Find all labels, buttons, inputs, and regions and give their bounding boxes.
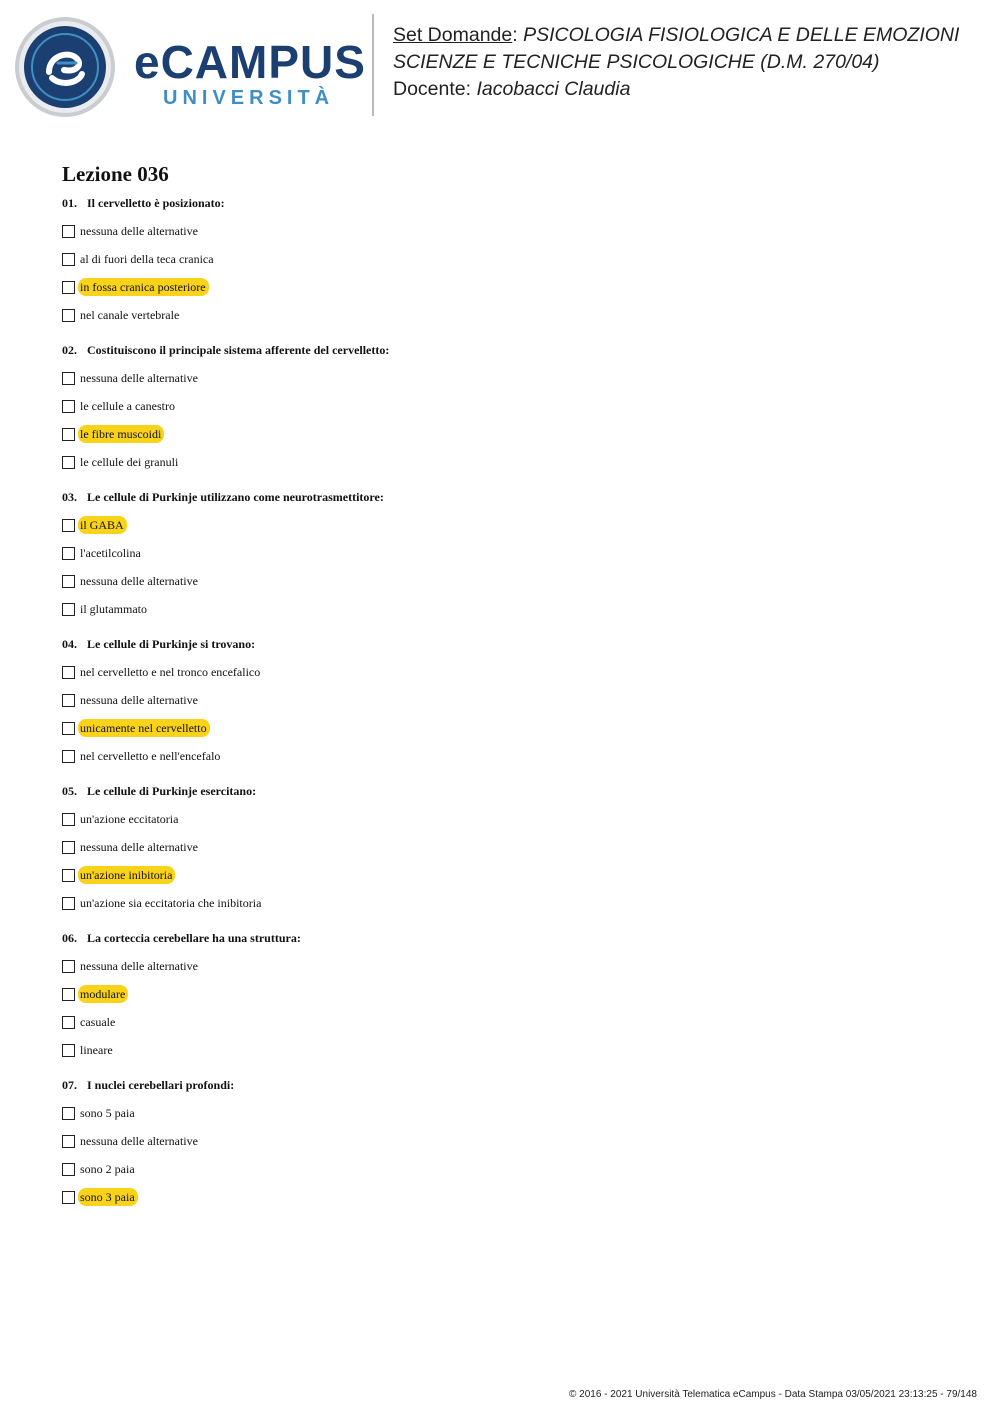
answer-option[interactable] — [62, 392, 942, 420]
logo-subtitle: UNIVERSITÀ — [163, 87, 335, 109]
answer-checkbox[interactable] — [62, 1135, 75, 1148]
answer-label: le cellule dei granuli — [80, 455, 179, 469]
answer-checkbox[interactable] — [62, 225, 75, 238]
answer-option[interactable] — [62, 364, 942, 392]
answer-option[interactable] — [62, 1155, 942, 1183]
question-label: I nuclei cerebellari profondi: — [87, 1078, 235, 1092]
answer-checkbox[interactable] — [62, 841, 75, 854]
question-number: 06. — [62, 931, 77, 945]
answer-checkbox[interactable] — [62, 988, 75, 1001]
course-title: PSICOLOGIA FISIOLOGICA E DELLE EMOZIONI — [523, 24, 960, 46]
answer-checkbox[interactable] — [62, 666, 75, 679]
question-label: Costituiscono il principale sistema afferente del cervelletto: — [87, 343, 390, 357]
answer-label: il glutammato — [80, 602, 147, 616]
answer-label: modulare — [78, 985, 128, 1003]
answer-label: nel cervelletto e nell'encefalo — [80, 749, 221, 763]
answer-label: il GABA — [78, 516, 127, 534]
question — [62, 489, 942, 623]
answer-label: un'azione sia eccitatoria che inibitoria — [80, 896, 262, 910]
answer-option[interactable] — [62, 1036, 942, 1064]
answer-checkbox[interactable] — [62, 372, 75, 385]
answer-checkbox[interactable] — [62, 897, 75, 910]
answer-label: sono 2 paia — [80, 1162, 135, 1176]
answer-label: le cellule a canestro — [80, 399, 175, 413]
question — [62, 1077, 942, 1211]
ecampus-emblem-icon — [14, 16, 116, 118]
answer-label: nessuna delle alternative — [80, 693, 198, 707]
answer-label: sono 5 paia — [80, 1106, 135, 1120]
answer-option[interactable] — [62, 217, 942, 245]
set-line — [393, 22, 959, 49]
answer-label: nessuna delle alternative — [80, 959, 198, 973]
answer-option[interactable] — [62, 1008, 942, 1036]
answer-checkbox[interactable] — [62, 603, 75, 616]
lesson-title: Lezione 036 — [62, 162, 169, 186]
answer-checkbox[interactable] — [62, 400, 75, 413]
answer-label: nessuna delle alternative — [80, 840, 198, 854]
answer-option[interactable] — [62, 301, 942, 329]
question-list — [62, 195, 942, 1211]
answer-label: in fossa cranica posteriore — [78, 278, 209, 296]
question-number: 07. — [62, 1078, 77, 1092]
answer-checkbox[interactable] — [62, 813, 75, 826]
header-divider — [372, 14, 374, 116]
answer-checkbox[interactable] — [62, 869, 75, 882]
answer-label: nessuna delle alternative — [80, 224, 198, 238]
answer-option-correct[interactable] — [62, 420, 942, 448]
question-label: Il cervelletto è posizionato: — [87, 196, 225, 210]
header-info — [393, 22, 959, 103]
question-text — [62, 783, 942, 799]
answer-option[interactable] — [62, 1127, 942, 1155]
question-text — [62, 195, 942, 211]
answer-option[interactable] — [62, 889, 942, 917]
question-number: 02. — [62, 343, 77, 357]
answer-option[interactable] — [62, 742, 942, 770]
answer-checkbox[interactable] — [62, 1107, 75, 1120]
answer-option[interactable] — [62, 448, 942, 476]
answer-option[interactable] — [62, 805, 942, 833]
answer-checkbox[interactable] — [62, 960, 75, 973]
set-label: Set Domande — [393, 24, 513, 46]
answer-checkbox[interactable] — [62, 547, 75, 560]
logo-wordmark: eCAMPUS — [134, 36, 366, 88]
answer-label: al di fuori della teca cranica — [80, 252, 214, 266]
answer-label: le fibre muscoidi — [78, 425, 164, 443]
answer-checkbox[interactable] — [62, 428, 75, 441]
teacher-label: Docente: — [393, 78, 472, 100]
answer-option[interactable] — [62, 833, 942, 861]
question-number: 03. — [62, 490, 77, 504]
answer-option-correct[interactable] — [62, 511, 942, 539]
page-footer: © 2016 - 2021 Università Telematica eCampus - Data Stampa 03/05/2021 23:13:25 - 79/148 — [569, 1389, 977, 1400]
question-number: 04. — [62, 637, 77, 651]
question-number: 01. — [62, 196, 77, 210]
answer-checkbox[interactable] — [62, 253, 75, 266]
answer-checkbox[interactable] — [62, 575, 75, 588]
answer-label: unicamente nel cervelletto — [78, 719, 210, 737]
answer-checkbox[interactable] — [62, 309, 75, 322]
question-label: La corteccia cerebellare ha una struttura: — [87, 931, 301, 945]
answer-checkbox[interactable] — [62, 694, 75, 707]
question-label: Le cellule di Purkinje utilizzano come neurotrasmettitore: — [87, 490, 384, 504]
answer-checkbox[interactable] — [62, 1016, 75, 1029]
question-text — [62, 1077, 942, 1093]
question-text — [62, 930, 942, 946]
answer-checkbox[interactable] — [62, 1044, 75, 1057]
answer-option[interactable] — [62, 567, 942, 595]
answer-checkbox[interactable] — [62, 519, 75, 532]
question-text — [62, 636, 942, 652]
answer-option-correct[interactable] — [62, 714, 942, 742]
answer-label: nel cervelletto e nel tronco encefalico — [80, 665, 261, 679]
answer-label: un'azione eccitatoria — [80, 812, 179, 826]
answer-checkbox[interactable] — [62, 1163, 75, 1176]
answer-option[interactable] — [62, 1099, 942, 1127]
answer-option[interactable] — [62, 595, 942, 623]
answer-option[interactable] — [62, 952, 942, 980]
answer-option-correct[interactable] — [62, 273, 942, 301]
course-degree: SCIENZE E TECNICHE PSICOLOGICHE (D.M. 270/04) — [393, 51, 880, 73]
answer-option[interactable] — [62, 658, 942, 686]
question — [62, 636, 942, 770]
question-text — [62, 489, 942, 505]
question-label: Le cellule di Purkinje si trovano: — [87, 637, 256, 651]
answer-checkbox[interactable] — [62, 750, 75, 763]
set-separator: : — [512, 24, 518, 46]
answer-label: un'azione inibitoria — [78, 866, 175, 884]
answer-checkbox[interactable] — [62, 456, 75, 469]
answer-checkbox[interactable] — [62, 281, 75, 294]
answer-label: nessuna delle alternative — [80, 1134, 198, 1148]
answer-label: sono 3 paia — [78, 1188, 138, 1206]
question-text — [62, 342, 942, 358]
answer-label: nessuna delle alternative — [80, 574, 198, 588]
answer-option-correct[interactable] — [62, 861, 942, 889]
answer-label: lineare — [80, 1043, 113, 1057]
answer-checkbox[interactable] — [62, 1191, 75, 1204]
answer-checkbox[interactable] — [62, 722, 75, 735]
answer-option[interactable] — [62, 245, 942, 273]
question — [62, 195, 942, 329]
question — [62, 342, 942, 476]
answer-label: l'acetilcolina — [80, 546, 141, 560]
answer-option-correct[interactable] — [62, 980, 942, 1008]
question-number: 05. — [62, 784, 77, 798]
question-label: Le cellule di Purkinje esercitano: — [87, 784, 257, 798]
teacher-line — [393, 76, 959, 103]
answer-label: nessuna delle alternative — [80, 371, 198, 385]
question — [62, 783, 942, 917]
answer-option[interactable] — [62, 686, 942, 714]
answer-label: casuale — [80, 1015, 116, 1029]
question — [62, 930, 942, 1064]
page-header — [0, 0, 1000, 130]
answer-label: nel canale vertebrale — [80, 308, 180, 322]
answer-option-correct[interactable] — [62, 1183, 942, 1211]
lesson-content — [62, 160, 942, 1224]
teacher-name: Iacobacci Claudia — [476, 78, 631, 100]
answer-option[interactable] — [62, 539, 942, 567]
